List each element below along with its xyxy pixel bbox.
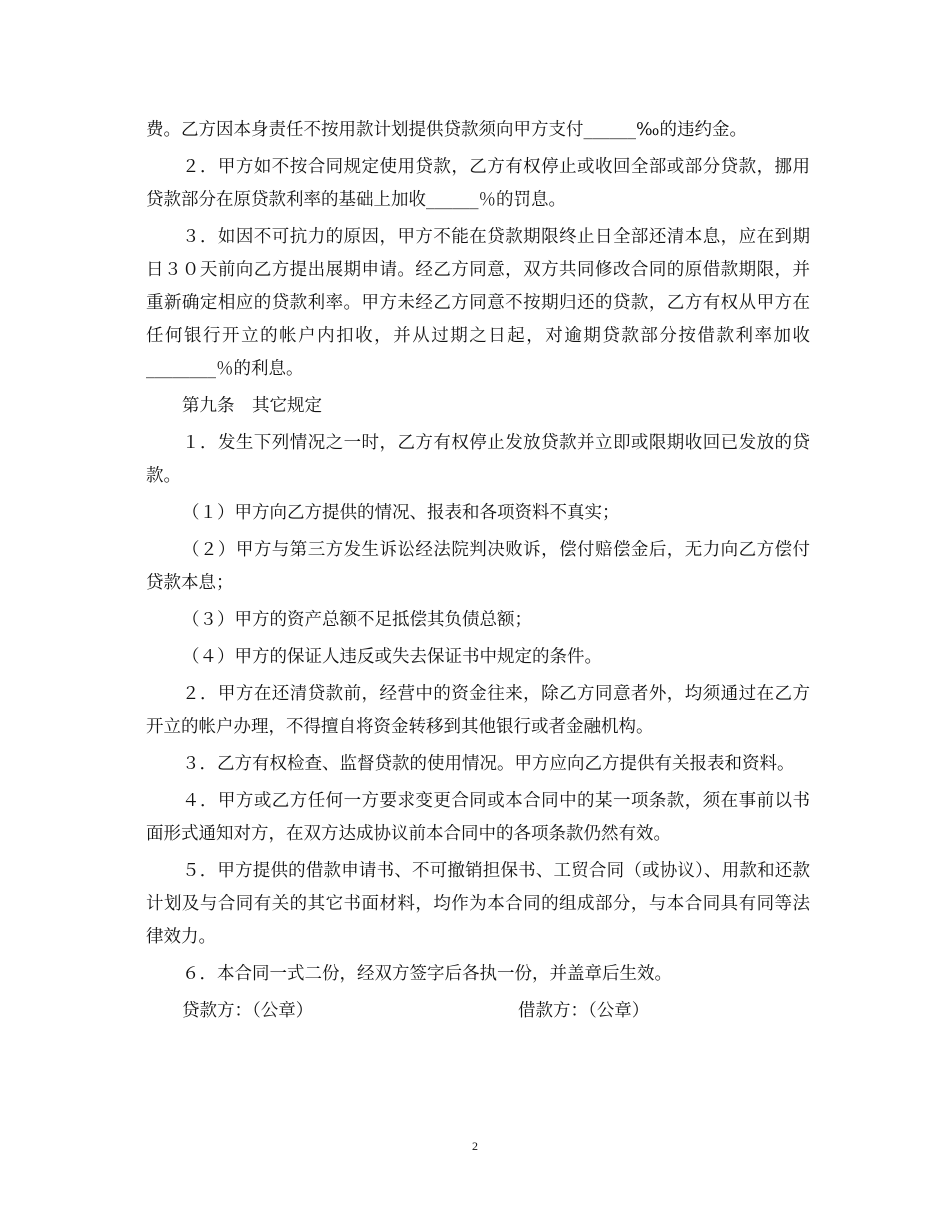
paragraph-article9-clause-6: ６．本合同一式二份，经双方签字后各执一份，并盖章后生效。	[182, 964, 672, 984]
borrower-signature-label: 借款方：（公章）	[518, 1001, 650, 1021]
paragraph-clause-3: ３．如因不可抗力的原因，甲方不能在贷款期限终止日全部还清本息，应在到期日３０天前向乙方提出展期申请。经乙方同意，双方共同修改合同的原借款期限，并重新确定相应的贷款利率。甲方未经乙方同意不按期归还的贷款，乙方有权从甲方在任何银行开立的帐户内扣收，并从过期之日起，对逾期贷款部分按借款利率加收________％的利息。	[146, 227, 810, 379]
page-number: 2	[472, 1139, 478, 1153]
document-body	[146, 114, 810, 1028]
paragraph-clause-2: ２．甲方如不按合同规定使用贷款，乙方有权停止或收回全部或部分贷款，挪用贷款部分在原贷款利率的基础上加收______％的罚息。	[146, 157, 810, 210]
list-item-2: （２）甲方与第三方发生诉讼经法院判决败诉，偿付赔偿金后，无力向乙方偿付贷款本息；	[146, 540, 810, 593]
list-item-3: （３）甲方的资产总额不足抵偿其负债总额；	[182, 610, 532, 630]
list-item-4: （４）甲方的保证人违反或失去保证书中规定的条件。	[182, 647, 602, 667]
paragraph-continuation: 费。乙方因本身责任不按用款计划提供贷款须向甲方支付______‰的违约金。	[146, 120, 747, 140]
section-heading-article-9: 第九条 其它规定	[182, 396, 322, 416]
list-item-1: （１）甲方向乙方提供的情况、报表和各项资料不真实；	[182, 503, 620, 523]
paragraph-article9-clause-5: ５．甲方提供的借款申请书、不可撤销担保书、工贸合同（或协议）、用款和还款计划及与合同有关的其它书面材料，均作为本合同的组成部分，与本合同具有同等法律效力。	[146, 861, 810, 947]
paragraph-article9-clause-2: ２．甲方在还清贷款前，经营中的资金往来，除乙方同意者外，均须通过在乙方开立的帐户办理，不得擅自将资金转移到其他银行或者金融机构。	[146, 684, 810, 737]
paragraph-article9-clause-1: １．发生下列情况之一时，乙方有权停止发放贷款并立即或限期收回已发放的贷款。	[146, 433, 810, 486]
lender-signature-label: 贷款方：（公章）	[182, 1001, 314, 1021]
paragraph-article9-clause-3: ３．乙方有权检查、监督贷款的使用情况。甲方应向乙方提供有关报表和资料。	[182, 754, 795, 774]
signature-row	[182, 995, 810, 1028]
paragraph-article9-clause-4: ４．甲方或乙方任何一方要求变更合同或本合同中的某一项条款，须在事前以书面形式通知对方，在双方达成协议前本合同中的各项条款仍然有效。	[146, 791, 810, 844]
